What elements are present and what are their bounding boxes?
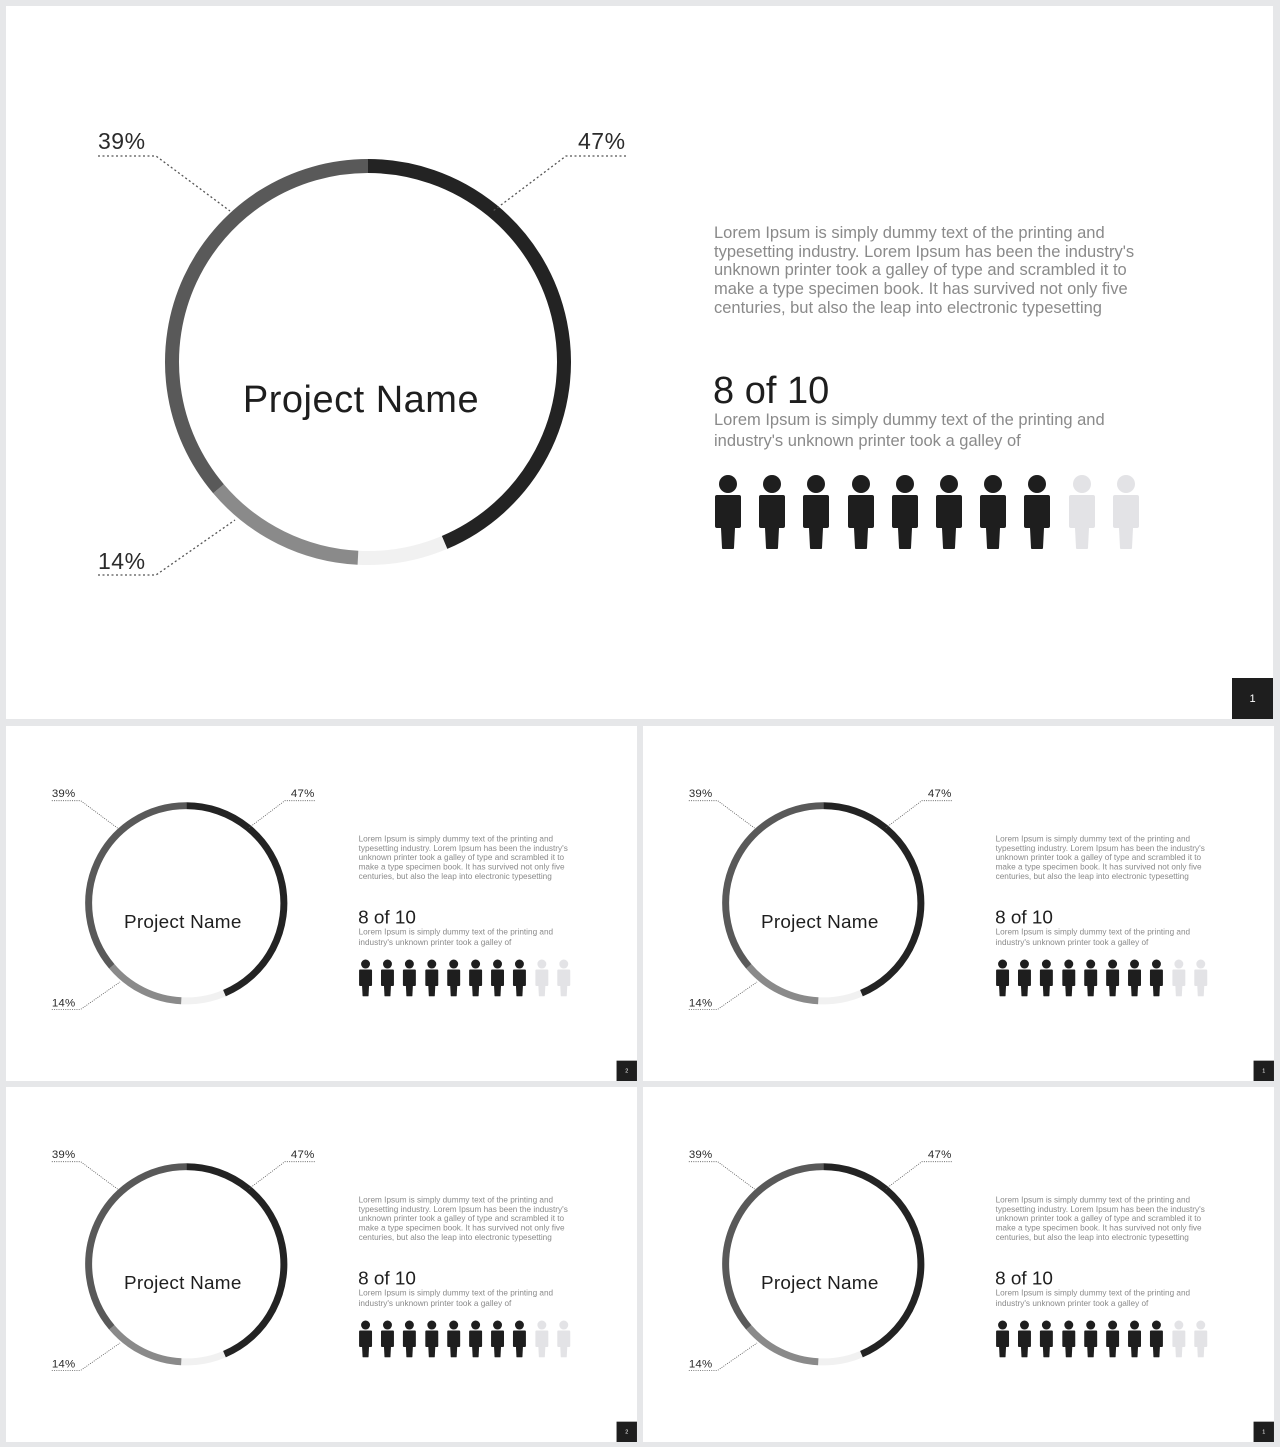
person-icon	[1193, 960, 1209, 997]
percent-label-top-left: 39%	[688, 786, 713, 800]
project-name: Project Name	[242, 379, 480, 421]
slide[interactable]	[643, 726, 1274, 1081]
person-icon	[1039, 960, 1055, 997]
slide[interactable]	[6, 726, 637, 1081]
donut-segment-gap	[818, 1354, 861, 1362]
person-icon	[358, 1321, 374, 1358]
person-icon	[358, 960, 374, 997]
person-icon	[1083, 1321, 1099, 1358]
leader-line-top-left	[689, 801, 755, 828]
donut-segment-14	[219, 489, 358, 558]
stat-text: Lorem Ipsum is simply dummy text of the printing and industry's unknown printer took a galley of	[358, 927, 554, 947]
donut-segment-47	[368, 166, 564, 542]
person-icon	[446, 1321, 462, 1358]
person-icon	[1105, 960, 1121, 997]
donut-chart	[6, 6, 1273, 719]
person-icon	[800, 475, 832, 549]
donut-segment-39	[172, 166, 368, 489]
person-icon	[1110, 475, 1142, 549]
person-icon	[1171, 960, 1187, 997]
stat-title: 8 of 10	[358, 1268, 416, 1290]
slide-content	[643, 726, 1274, 1081]
percent-label-top-left: 39%	[51, 786, 76, 800]
person-icon	[534, 960, 550, 997]
donut-segment-47	[186, 1167, 284, 1354]
person-icon	[1061, 960, 1077, 997]
percent-label-top-right: 47%	[578, 128, 626, 154]
body-text: Lorem Ipsum is simply dummy text of the printing and typesetting industry. Lorem Ipsum has been the industry's unknown printer took a galley of type and scrambled it to make a type specimen book. It has survived not only five centuries, but also the leap into electronic typesetting	[995, 834, 1205, 881]
person-icon	[995, 1321, 1011, 1358]
person-icon	[1171, 1321, 1187, 1358]
body-text: Lorem Ipsum is simply dummy text of the printing and typesetting industry. Lorem Ipsum has been the industry's unknown printer took a galley of type and scrambled it to make a type specimen book. It has survived not only five centuries, but also the leap into electronic typesetting	[358, 1195, 568, 1242]
donut-chart	[643, 726, 1274, 1081]
stat-title: 8 of 10	[713, 370, 830, 412]
leader-line-top-right	[249, 801, 315, 828]
percent-label-bottom-left: 14%	[688, 1356, 713, 1370]
donut-chart	[643, 1087, 1274, 1442]
stat-title: 8 of 10	[358, 907, 416, 929]
person-icon	[1083, 960, 1099, 997]
percent-label-top-right: 47%	[290, 786, 315, 800]
person-icon	[1193, 1321, 1209, 1358]
page-number-badge: 1	[1232, 678, 1273, 719]
person-icon	[534, 1321, 550, 1358]
person-icon	[889, 475, 921, 549]
donut-segment-39	[726, 806, 824, 967]
donut-segment-47	[823, 1167, 921, 1354]
donut-chart	[6, 1087, 637, 1442]
person-icon	[424, 1321, 440, 1358]
percent-label-bottom-left: 14%	[98, 548, 146, 574]
person-icon	[380, 960, 396, 997]
page-number-badge: 2	[617, 1422, 637, 1442]
percent-label-top-right: 47%	[927, 1147, 952, 1161]
stat-text: Lorem Ipsum is simply dummy text of the printing and industry's unknown printer took a galley of	[995, 927, 1191, 947]
stat-text: Lorem Ipsum is simply dummy text of the printing and industry's unknown printer took a galley of	[714, 411, 1105, 450]
slide[interactable]	[643, 1087, 1274, 1442]
person-icon	[712, 475, 744, 549]
slide-content	[6, 726, 637, 1081]
percent-label-top-left: 39%	[98, 128, 146, 154]
stat-title: 8 of 10	[995, 1268, 1053, 1290]
donut-segment-gap	[181, 993, 224, 1001]
donut-segment-39	[89, 806, 187, 967]
person-icon	[380, 1321, 396, 1358]
person-icon	[402, 960, 418, 997]
donut-segment-gap	[818, 993, 861, 1001]
donut-segment-gap	[358, 542, 445, 558]
donut-segment-39	[89, 1167, 187, 1328]
person-icon	[1127, 960, 1143, 997]
stat-text: Lorem Ipsum is simply dummy text of the printing and industry's unknown printer took a galley of	[995, 1288, 1191, 1308]
person-icon	[512, 1321, 528, 1358]
person-icon	[556, 1321, 572, 1358]
page-number-badge: 2	[617, 1061, 637, 1081]
percent-label-bottom-left: 14%	[51, 1356, 76, 1370]
donut-segment-14	[749, 1327, 818, 1361]
project-name: Project Name	[123, 1272, 242, 1294]
person-icon	[933, 475, 965, 549]
donut-segment-47	[186, 806, 284, 993]
donut-segment-14	[749, 966, 818, 1000]
person-icon	[1127, 1321, 1143, 1358]
person-icon	[1021, 475, 1053, 549]
person-icon	[1105, 1321, 1121, 1358]
person-icon	[490, 1321, 506, 1358]
project-name: Project Name	[123, 911, 242, 933]
person-icon	[1039, 1321, 1055, 1358]
person-icon	[490, 960, 506, 997]
person-icon	[1149, 1321, 1165, 1358]
project-name: Project Name	[760, 1272, 879, 1294]
leader-line-top-right	[493, 156, 626, 211]
percent-label-bottom-left: 14%	[51, 995, 76, 1009]
leader-line-top-right	[249, 1162, 315, 1189]
percent-label-top-left: 39%	[51, 1147, 76, 1161]
stat-text: Lorem Ipsum is simply dummy text of the printing and industry's unknown printer took a galley of	[358, 1288, 554, 1308]
person-icon	[402, 1321, 418, 1358]
slide-content	[6, 1087, 637, 1442]
percent-label-bottom-left: 14%	[688, 995, 713, 1009]
person-icon	[756, 475, 788, 549]
slide[interactable]	[6, 6, 1273, 719]
slide-content	[643, 1087, 1274, 1442]
donut-segment-39	[726, 1167, 824, 1328]
slide[interactable]	[6, 1087, 637, 1442]
person-icon	[845, 475, 877, 549]
person-icon	[468, 960, 484, 997]
leader-line-top-left	[98, 156, 230, 211]
donut-segment-14	[112, 1327, 181, 1361]
leader-line-top-left	[52, 801, 118, 828]
person-icon	[468, 1321, 484, 1358]
project-name: Project Name	[760, 911, 879, 933]
person-icon	[1017, 960, 1033, 997]
percent-label-top-right: 47%	[290, 1147, 315, 1161]
donut-chart	[6, 726, 637, 1081]
stat-title: 8 of 10	[995, 907, 1053, 929]
leader-line-top-right	[886, 1162, 952, 1189]
person-icon	[1149, 960, 1165, 997]
body-text: Lorem Ipsum is simply dummy text of the printing and typesetting industry. Lorem Ipsum has been the industry's unknown printer took a galley of type and scrambled it to make a type specimen book. It has survived not only five centuries, but also the leap into electronic typesetting	[995, 1195, 1205, 1242]
person-icon	[1061, 1321, 1077, 1358]
leader-line-top-left	[52, 1162, 118, 1189]
page-number-badge: 1	[1254, 1061, 1274, 1081]
leader-line-top-right	[886, 801, 952, 828]
page-number-badge: 1	[1254, 1422, 1274, 1442]
person-icon	[977, 475, 1009, 549]
body-text: Lorem Ipsum is simply dummy text of the printing and typesetting industry. Lorem Ipsum has been the industry's unknown printer took a galley of type and scrambled it to make a type specimen book. It has survived not only five centuries, but also the leap into electronic typesetting	[358, 834, 568, 881]
person-icon	[1066, 475, 1098, 549]
donut-segment-gap	[181, 1354, 224, 1362]
leader-line-top-left	[689, 1162, 755, 1189]
percent-label-top-left: 39%	[688, 1147, 713, 1161]
donut-segment-47	[823, 806, 921, 993]
person-icon	[995, 960, 1011, 997]
donut-segment-14	[112, 966, 181, 1000]
person-icon	[424, 960, 440, 997]
body-text: Lorem Ipsum is simply dummy text of the printing and typesetting industry. Lorem Ipsum has been the industry's unknown printer took a galley of type and scrambled it to make a type specimen book. It has survived not only five centuries, but also the leap into electronic typesetting	[714, 224, 1135, 317]
person-icon	[1017, 1321, 1033, 1358]
person-icon	[446, 960, 462, 997]
person-icon	[512, 960, 528, 997]
person-icon	[556, 960, 572, 997]
percent-label-top-right: 47%	[927, 786, 952, 800]
slide-content	[6, 6, 1273, 719]
